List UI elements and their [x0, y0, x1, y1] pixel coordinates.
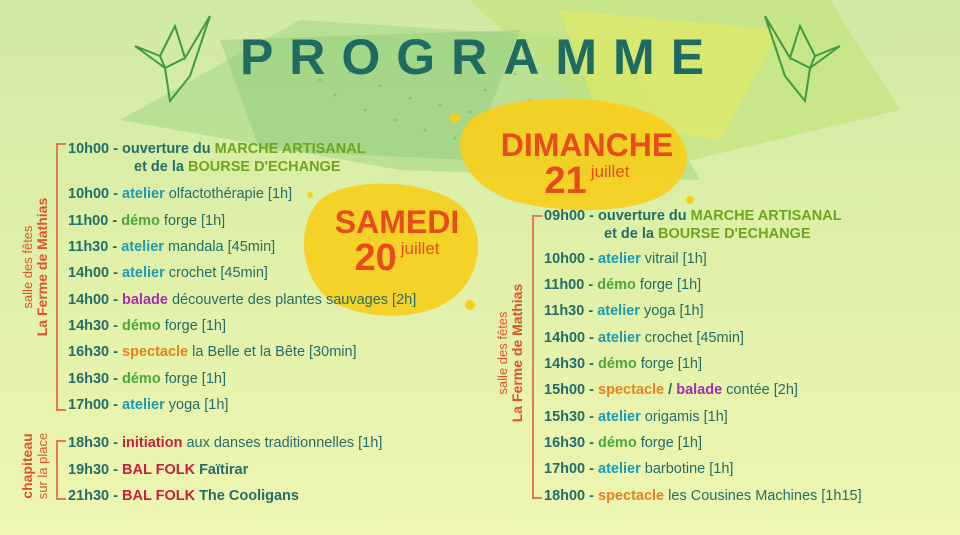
chapiteau-line1: chapiteau: [19, 433, 35, 499]
saturday-chapiteau-bracket: [56, 440, 66, 500]
sunday-row: 18h00 - spectacle les Cousines Machines [1h15]: [544, 488, 862, 504]
saturday-row: 10h00 - ouverture du MARCHE ARTISANAL: [68, 141, 366, 157]
saturday-month: juillet: [400, 239, 440, 258]
sunday-venue-line1: salle des fêtes: [495, 311, 510, 395]
page-title: PROGRAMME: [239, 29, 721, 85]
venue-line1: salle des fêtes: [20, 225, 35, 309]
saturday-row: 14h00 - atelier crochet [45min]: [68, 265, 268, 281]
saturday-row: 18h30 - initiation aux danses traditionnelles [1h]: [68, 435, 383, 451]
sunday-month: juillet: [590, 162, 630, 181]
saturday-row-line2: et de la BOURSE D'ECHANGE: [134, 159, 341, 175]
sunday-row: 14h30 - démo forge [1h]: [544, 356, 702, 372]
sunday-row-line2: et de la BOURSE D'ECHANGE: [604, 226, 811, 242]
saturday-row: 17h00 - atelier yoga [1h]: [68, 397, 229, 413]
saturday-chapiteau-label: [20, 416, 50, 516]
saturday-row: 19h30 - BAL FOLK Faïtirar: [68, 462, 249, 478]
saturday-row: 11h30 - atelier mandala [45min]: [68, 239, 276, 255]
saturday-day-number: 20: [354, 237, 397, 279]
saturday-row: 11h00 - démo forge [1h]: [68, 213, 226, 229]
saturday-row: 21h30 - BAL FOLK The Cooligans: [68, 488, 299, 504]
saturday-day-name: SAMEDI: [334, 204, 460, 240]
sunday-row: 10h00 - atelier vitrail [1h]: [544, 251, 707, 267]
sunday-venue-line2: La Ferme de Mathias: [509, 283, 525, 423]
sunday-row: 16h30 - démo forge [1h]: [544, 435, 702, 451]
saturday-venue-label: [20, 177, 50, 357]
venue-line2: La Ferme de Mathias: [34, 197, 50, 337]
sunday-row: 14h00 - atelier crochet [45min]: [544, 330, 744, 346]
sunday-heading: [492, 128, 682, 200]
sunday-day-number: 21: [544, 160, 587, 202]
saturday-row: 14h00 - balade découverte des plantes sauvages [2h]: [68, 292, 417, 308]
saturday-heading: [322, 205, 472, 277]
saturday-row: 16h30 - démo forge [1h]: [68, 371, 226, 387]
sunday-row: 09h00 - ouverture du MARCHE ARTISANAL: [544, 208, 842, 224]
sunday-row: 15h00 - spectacle / balade contée [2h]: [544, 382, 798, 398]
saturday-row: 10h00 - atelier olfactothérapie [1h]: [68, 186, 293, 202]
chapiteau-line2: sur la place: [35, 432, 50, 500]
sunday-row: 17h00 - atelier barbotine [1h]: [544, 461, 734, 477]
saturday-venue-bracket: [56, 143, 66, 411]
sunday-day-name: DIMANCHE: [500, 127, 674, 163]
saturday-row: 14h30 - démo forge [1h]: [68, 318, 226, 334]
saturday-row: 16h30 - spectacle la Belle et la Bête [30min]: [68, 344, 357, 360]
sunday-row: 15h30 - atelier origamis [1h]: [544, 409, 728, 425]
sunday-venue-label: [495, 263, 525, 443]
sunday-row: 11h00 - démo forge [1h]: [544, 277, 702, 293]
sunday-row: 11h30 - atelier yoga [1h]: [544, 303, 704, 319]
sunday-venue-bracket: [532, 215, 542, 499]
